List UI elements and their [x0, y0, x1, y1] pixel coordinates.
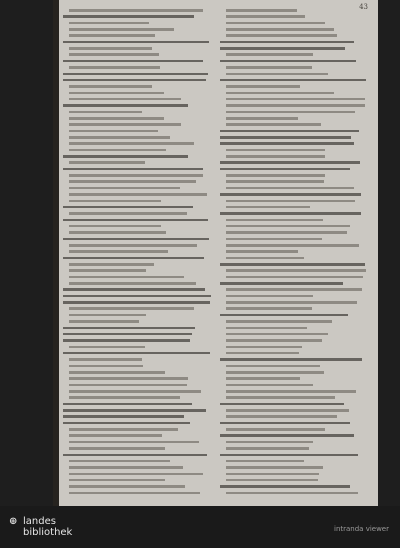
entry-first-line: [63, 168, 203, 171]
entry-first-line: [220, 79, 366, 82]
entry-continuation-line: [226, 466, 323, 469]
entry-continuation-line: [69, 187, 180, 190]
entry-continuation-line: [226, 352, 299, 355]
entry-continuation-line: [69, 263, 154, 266]
page-gutter-shadow: [53, 0, 59, 506]
entry-continuation-line: [69, 47, 152, 50]
entry-first-line: [63, 422, 190, 425]
entry-continuation-line: [226, 225, 350, 228]
entry-continuation-line: [69, 136, 170, 139]
entry-first-line: [63, 155, 188, 158]
entry-first-line: [63, 409, 206, 412]
entry-continuation-line: [69, 447, 165, 450]
entry-continuation-line: [226, 98, 365, 101]
entry-continuation-line: [69, 212, 187, 215]
entry-first-line: [63, 339, 190, 342]
entry-continuation-line: [69, 85, 152, 88]
entry-continuation-line: [226, 155, 325, 158]
entry-continuation-line: [69, 479, 165, 482]
entry-continuation-line: [226, 111, 355, 114]
entry-first-line: [220, 434, 354, 437]
entry-continuation-line: [226, 219, 323, 222]
entry-first-line: [220, 130, 359, 133]
entry-first-line: [63, 206, 193, 209]
entry-first-line: [220, 136, 351, 139]
entry-first-line: [63, 352, 210, 355]
entry-continuation-line: [226, 250, 298, 253]
entry-continuation-line: [69, 174, 203, 177]
entry-first-line: [220, 41, 354, 44]
entry-continuation-line: [226, 307, 312, 310]
entry-continuation-line: [226, 288, 362, 291]
entry-first-line: [63, 288, 205, 291]
entry-first-line: [63, 73, 208, 76]
page-number: 43: [359, 3, 368, 11]
entry-first-line: [63, 403, 192, 406]
entry-continuation-line: [226, 276, 363, 279]
entry-continuation-line: [226, 15, 305, 18]
entry-continuation-line: [69, 92, 164, 95]
entry-continuation-line: [226, 117, 298, 120]
entry-continuation-line: [69, 123, 181, 126]
entry-first-line: [220, 142, 354, 145]
entry-continuation-line: [69, 111, 142, 114]
entry-first-line: [63, 327, 195, 330]
entry-continuation-line: [69, 130, 158, 133]
entry-continuation-line: [69, 460, 170, 463]
entry-continuation-line: [69, 66, 160, 69]
entry-continuation-line: [226, 92, 334, 95]
entry-first-line: [63, 41, 209, 44]
entry-continuation-line: [226, 66, 312, 69]
entry-continuation-line: [226, 371, 324, 374]
entry-continuation-line: [226, 269, 366, 272]
entry-first-line: [220, 161, 360, 164]
entry-first-line: [63, 454, 207, 457]
entry-continuation-line: [226, 320, 332, 323]
entry-continuation-line: [69, 485, 185, 488]
entry-continuation-line: [69, 250, 168, 253]
entry-first-line: [63, 295, 211, 298]
entry-first-line: [63, 15, 194, 18]
entry-continuation-line: [226, 396, 335, 399]
entry-first-line: [63, 238, 209, 241]
entry-continuation-line: [226, 257, 304, 260]
entry-continuation-line: [69, 358, 142, 361]
entry-continuation-line: [69, 473, 203, 476]
text-column-left: [63, 9, 213, 501]
entry-continuation-line: [69, 98, 181, 101]
entry-continuation-line: [69, 307, 194, 310]
entry-first-line: [220, 263, 365, 266]
entry-continuation-line: [69, 269, 146, 272]
entry-first-line: [63, 301, 210, 304]
entry-continuation-line: [226, 295, 313, 298]
entry-first-line: [220, 193, 361, 196]
entry-continuation-line: [69, 434, 162, 437]
entry-first-line: [220, 60, 356, 63]
entry-continuation-line: [226, 441, 313, 444]
entry-continuation-line: [226, 231, 347, 234]
entry-continuation-line: [226, 244, 359, 247]
entry-continuation-line: [69, 492, 200, 495]
entry-continuation-line: [69, 231, 166, 234]
entry-continuation-line: [69, 34, 155, 37]
entry-continuation-line: [69, 22, 149, 25]
entry-continuation-line: [69, 193, 207, 196]
entry-first-line: [220, 485, 350, 488]
entry-continuation-line: [69, 9, 203, 12]
entry-continuation-line: [226, 301, 357, 304]
entry-first-line: [220, 168, 350, 171]
entry-continuation-line: [226, 22, 325, 25]
entry-first-line: [63, 257, 204, 260]
entry-continuation-line: [69, 365, 143, 368]
entry-continuation-line: [69, 276, 184, 279]
scanned-page: [53, 0, 378, 506]
entry-first-line: [220, 47, 345, 50]
entry-continuation-line: [69, 225, 161, 228]
entry-continuation-line: [69, 346, 145, 349]
entry-continuation-line: [226, 479, 318, 482]
entry-first-line: [63, 104, 188, 107]
entry-continuation-line: [226, 409, 349, 412]
entry-first-line: [63, 219, 208, 222]
entry-continuation-line: [226, 390, 356, 393]
entry-continuation-line: [69, 371, 165, 374]
entry-first-line: [220, 314, 348, 317]
entry-continuation-line: [226, 104, 365, 107]
entry-continuation-line: [226, 365, 320, 368]
logo-text-line-1: landes: [23, 516, 56, 527]
entry-continuation-line: [69, 161, 145, 164]
entry-continuation-line: [69, 396, 180, 399]
entry-continuation-line: [226, 473, 319, 476]
entry-first-line: [220, 422, 350, 425]
entry-continuation-line: [226, 174, 325, 177]
entry-continuation-line: [226, 34, 337, 37]
entry-continuation-line: [226, 447, 309, 450]
entry-continuation-line: [69, 282, 196, 285]
entry-continuation-line: [226, 333, 328, 336]
entry-continuation-line: [226, 73, 328, 76]
entry-continuation-line: [226, 415, 337, 418]
entry-continuation-line: [69, 117, 164, 120]
entry-continuation-line: [226, 28, 334, 31]
entry-continuation-line: [226, 384, 313, 387]
library-logo-icon: ⊕: [9, 516, 18, 527]
entry-continuation-line: [69, 142, 194, 145]
entry-continuation-line: [69, 320, 139, 323]
entry-continuation-line: [226, 339, 322, 342]
entry-continuation-line: [69, 28, 174, 31]
entry-continuation-line: [69, 244, 197, 247]
entry-continuation-line: [226, 9, 297, 12]
entry-first-line: [220, 454, 358, 457]
entry-first-line: [63, 333, 192, 336]
entry-continuation-line: [69, 314, 146, 317]
logo-text-line-2: bibliothek: [23, 527, 73, 538]
entry-continuation-line: [226, 238, 322, 241]
entry-first-line: [63, 79, 206, 82]
entry-continuation-line: [69, 200, 161, 203]
entry-continuation-line: [69, 180, 196, 183]
entry-continuation-line: [69, 377, 188, 380]
entry-continuation-line: [226, 123, 321, 126]
entry-continuation-line: [226, 206, 310, 209]
entry-first-line: [220, 282, 343, 285]
entry-continuation-line: [226, 377, 300, 380]
entry-continuation-line: [226, 187, 354, 190]
viewer-name-label: intranda viewer: [334, 525, 389, 533]
entry-continuation-line: [226, 85, 300, 88]
entry-continuation-line: [69, 53, 159, 56]
entry-continuation-line: [69, 441, 199, 444]
entry-first-line: [63, 415, 184, 418]
entry-continuation-line: [226, 149, 325, 152]
entry-continuation-line: [226, 492, 358, 495]
entry-first-line: [220, 403, 344, 406]
entry-continuation-line: [226, 327, 307, 330]
entry-continuation-line: [226, 346, 302, 349]
entry-continuation-line: [69, 428, 178, 431]
entry-continuation-line: [69, 390, 201, 393]
entry-continuation-line: [69, 384, 187, 387]
entry-continuation-line: [69, 149, 166, 152]
entry-continuation-line: [69, 466, 183, 469]
entry-first-line: [220, 358, 362, 361]
entry-continuation-line: [226, 460, 304, 463]
entry-continuation-line: [226, 200, 355, 203]
entry-first-line: [220, 212, 361, 215]
entry-continuation-line: [226, 53, 313, 56]
entry-continuation-line: [226, 180, 324, 183]
text-column-right: [220, 9, 370, 501]
entry-first-line: [63, 60, 203, 63]
viewer-footer: [0, 506, 400, 548]
entry-continuation-line: [226, 428, 325, 431]
